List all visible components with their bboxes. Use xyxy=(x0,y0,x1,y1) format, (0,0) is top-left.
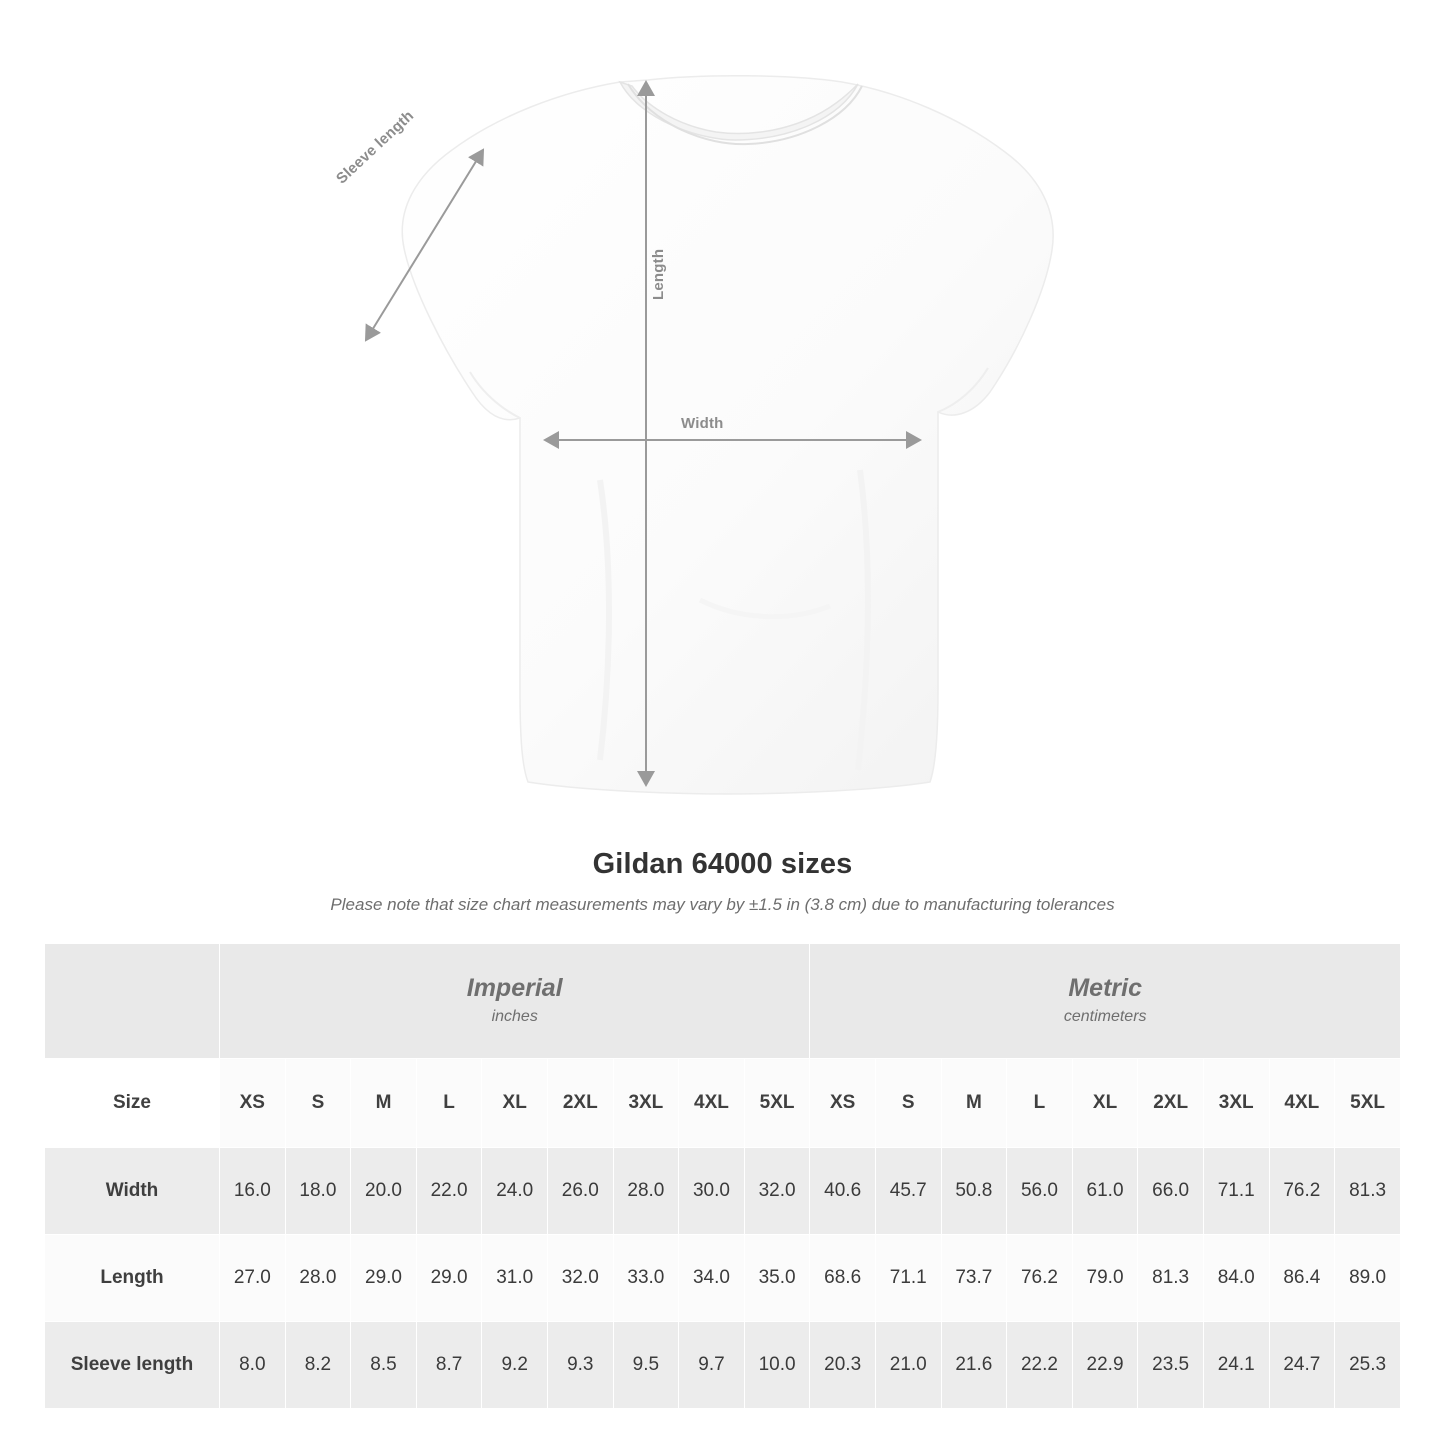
cell: 84.0 xyxy=(1203,1235,1269,1322)
cell: 26.0 xyxy=(547,1148,613,1235)
size-header-cell: 3XL xyxy=(1203,1059,1269,1148)
unit-imperial xyxy=(220,944,810,1059)
length-dimension-label: Length xyxy=(650,248,667,300)
cell: 45.7 xyxy=(875,1148,941,1235)
size-header-cell: 4XL xyxy=(1269,1059,1335,1148)
unit-imperial-name: Imperial xyxy=(466,973,563,1002)
cell: 29.0 xyxy=(416,1235,482,1322)
cell: 89.0 xyxy=(1335,1235,1401,1322)
cell: 21.0 xyxy=(875,1322,941,1409)
unit-metric xyxy=(810,944,1401,1059)
cell: 32.0 xyxy=(547,1235,613,1322)
size-header-cell: S xyxy=(875,1059,941,1148)
cell: 24.7 xyxy=(1269,1322,1335,1409)
size-header-cell: 2XL xyxy=(1138,1059,1204,1148)
cell: 24.0 xyxy=(482,1148,548,1235)
cell: 9.7 xyxy=(679,1322,745,1409)
size-header-row xyxy=(45,1059,1401,1148)
cell: 86.4 xyxy=(1269,1235,1335,1322)
cell: 50.8 xyxy=(941,1148,1007,1235)
cell: 81.3 xyxy=(1335,1148,1401,1235)
size-table-wrapper xyxy=(44,943,1401,1409)
cell: 25.3 xyxy=(1335,1322,1401,1409)
size-header-cell: 5XL xyxy=(744,1059,810,1148)
size-header-cell: 4XL xyxy=(679,1059,745,1148)
cell: 8.2 xyxy=(285,1322,351,1409)
row-label-sleeve-length: Sleeve length xyxy=(45,1322,220,1409)
size-header-cell: 3XL xyxy=(613,1059,679,1148)
unit-header-spacer xyxy=(45,944,220,1059)
unit-metric-sub: centimeters xyxy=(1063,1007,1147,1025)
cell: 21.6 xyxy=(941,1322,1007,1409)
cell: 20.0 xyxy=(351,1148,417,1235)
title-block xyxy=(0,848,1445,915)
size-header-label: Size xyxy=(45,1059,220,1148)
cell: 40.6 xyxy=(810,1148,876,1235)
cell: 33.0 xyxy=(613,1235,679,1322)
cell: 22.9 xyxy=(1072,1322,1138,1409)
size-header-cell: 2XL xyxy=(547,1059,613,1148)
cell: 29.0 xyxy=(351,1235,417,1322)
cell: 71.1 xyxy=(875,1235,941,1322)
cell: 79.0 xyxy=(1072,1235,1138,1322)
cell: 8.0 xyxy=(220,1322,286,1409)
tolerance-note: Please note that size chart measurements may vary by ±1.5 in (3.8 cm) due to manufacturing tolerances xyxy=(330,895,1115,914)
row-label-width: Width xyxy=(45,1148,220,1235)
row-label-length: Length xyxy=(45,1235,220,1322)
cell: 66.0 xyxy=(1138,1148,1204,1235)
unit-metric-name: Metric xyxy=(1068,973,1142,1002)
cell: 61.0 xyxy=(1072,1148,1138,1235)
cell: 20.3 xyxy=(810,1322,876,1409)
cell: 28.0 xyxy=(285,1235,351,1322)
cell: 24.1 xyxy=(1203,1322,1269,1409)
cell: 73.7 xyxy=(941,1235,1007,1322)
size-header-cell: XS xyxy=(810,1059,876,1148)
cell: 9.2 xyxy=(482,1322,548,1409)
size-header-cell: XL xyxy=(1072,1059,1138,1148)
width-dimension-label: Width xyxy=(681,415,724,432)
cell: 34.0 xyxy=(679,1235,745,1322)
cell: 81.3 xyxy=(1138,1235,1204,1322)
cell: 68.6 xyxy=(810,1235,876,1322)
cell: 76.2 xyxy=(1269,1148,1335,1235)
size-header-cell: XL xyxy=(482,1059,548,1148)
size-header-cell: L xyxy=(416,1059,482,1148)
cell: 22.2 xyxy=(1007,1322,1073,1409)
cell: 71.1 xyxy=(1203,1148,1269,1235)
cell: 10.0 xyxy=(744,1322,810,1409)
cell: 23.5 xyxy=(1138,1322,1204,1409)
cell: 22.0 xyxy=(416,1148,482,1235)
cell: 16.0 xyxy=(220,1148,286,1235)
cell: 27.0 xyxy=(220,1235,286,1322)
cell: 76.2 xyxy=(1007,1235,1073,1322)
cell: 18.0 xyxy=(285,1148,351,1235)
size-header-cell: M xyxy=(941,1059,1007,1148)
table-row xyxy=(45,1322,1401,1409)
size-header-cell: 5XL xyxy=(1335,1059,1401,1148)
cell: 8.7 xyxy=(416,1322,482,1409)
unit-header-row xyxy=(45,944,1401,1059)
size-table xyxy=(44,943,1401,1409)
size-header-cell: M xyxy=(351,1059,417,1148)
size-header-cell: L xyxy=(1007,1059,1073,1148)
cell: 28.0 xyxy=(613,1148,679,1235)
cell: 9.3 xyxy=(547,1322,613,1409)
size-header-cell: XS xyxy=(220,1059,286,1148)
cell: 32.0 xyxy=(744,1148,810,1235)
cell: 35.0 xyxy=(744,1235,810,1322)
table-row xyxy=(45,1148,1401,1235)
cell: 8.5 xyxy=(351,1322,417,1409)
cell: 56.0 xyxy=(1007,1148,1073,1235)
cell: 31.0 xyxy=(482,1235,548,1322)
size-header-cell: S xyxy=(285,1059,351,1148)
cell: 30.0 xyxy=(679,1148,745,1235)
cell: 9.5 xyxy=(613,1322,679,1409)
table-row xyxy=(45,1235,1401,1322)
unit-imperial-sub: inches xyxy=(491,1007,538,1025)
page-title: Gildan 64000 sizes xyxy=(592,848,853,880)
sleeve-length-dimension-label: Sleeve length xyxy=(333,107,418,188)
